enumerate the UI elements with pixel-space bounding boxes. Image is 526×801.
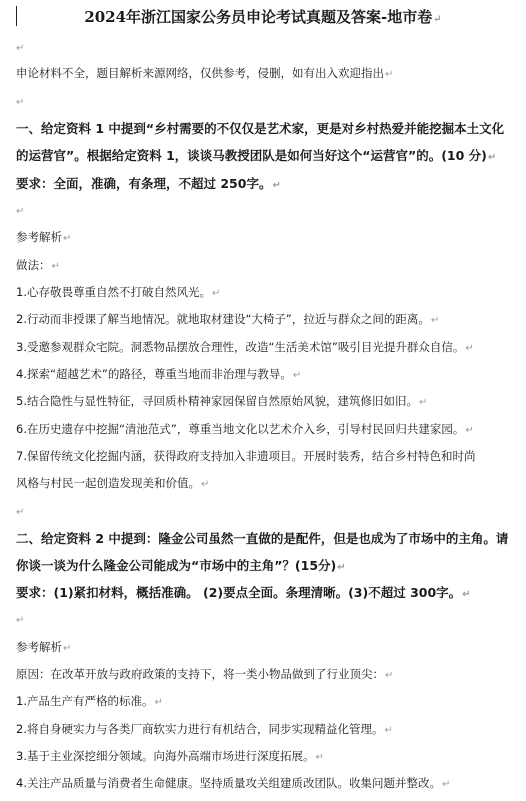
paragraph-mark-icon: ↵ (465, 343, 474, 354)
blank-line (16, 40, 520, 56)
q1-point: 1.心存敬畏尊重自然不打破自然风光。↵ (16, 285, 221, 299)
paragraph-mark-icon: ↵ (337, 562, 346, 573)
paragraph-mark-icon: ↵ (433, 14, 442, 25)
paragraph-mark-icon: ↵ (418, 397, 428, 408)
paragraph-mark-icon: ↵ (16, 97, 25, 108)
paragraph-mark-icon: ↵ (385, 69, 394, 80)
paragraph-mark-icon: ↵ (63, 643, 72, 654)
q1-point: 6.在历史遗存中挖掘“清池范式”，尊重当地文化以艺术介入乡，引导村民回归共建家园。↵ (16, 422, 474, 436)
question-2-line-2: 你谈一谈为什么隆金公司能成为“市场中的主角”？(15分)↵ (16, 558, 346, 573)
q1-point: 2.行动而非授课了解当地情况。就地取材建设“大椅子”，拉近与群众之间的距离。↵ (16, 312, 440, 326)
analysis-label: 参考解析↵ (16, 230, 72, 244)
paragraph-mark-icon: ↵ (315, 752, 324, 763)
paragraph-mark-icon: ↵ (430, 315, 440, 326)
blank-line (16, 94, 520, 110)
q2-point: 4.关注产品质量与消费者生命健康。坚持质量攻关组建质改团队。收集问题并整改。↵ (16, 776, 451, 790)
paragraph-mark-icon: ↵ (384, 725, 393, 736)
question-2-line-1: 二、给定资料 2 中提到：隆金公司虽然一直做的是配件，但是也成为了市场中的主角。请 (16, 531, 509, 546)
paragraph-mark-icon: ↵ (441, 779, 451, 790)
question-2-requirement: 要求：(1)紧扣材料，概括准确。 (2)要点全面。条理清晰。(3)不超过 300字。↵ (16, 585, 471, 600)
q1-point: 3.受邀参观群众宅院。洞悉物品摆放合理性，改造“生活美术馆”吸引目光提升群众自信。↵ (16, 340, 474, 354)
q1-point: 7.保留传统文化挖掘内涵，获得政府支持加入非遗项目。开展时装秀，结合乡村特色和时尚 (16, 449, 476, 463)
q2-point: 2.将自身硬实力与各类厂商软实力进行有机结合，同步实现精益化管理。↵ (16, 722, 393, 736)
blank-line (16, 203, 520, 219)
intro-line: 申论材料不全，题目解析来源网络，仅供参考，侵删，如有出入欢迎指出↵ (16, 66, 394, 80)
question-1-line-2: 的运营官”。根据给定资料 1，谈谈马教授团队是如何当好这个“运营官”的。(10 分)↵ (16, 148, 497, 163)
paragraph-mark-icon: ↵ (465, 425, 474, 436)
paragraph-mark-icon: ↵ (487, 152, 497, 163)
paragraph-mark-icon: ↵ (385, 670, 394, 681)
paragraph-mark-icon: ↵ (462, 589, 471, 600)
q1-point: 4.探索“超越艺术”的路径，尊重当地而非治理与教导。↵ (16, 367, 302, 381)
question-1-requirement: 要求：全面，准确，有条理，不超过 250字。↵ (16, 176, 281, 191)
paragraph-mark-icon: ↵ (154, 697, 163, 708)
paragraph-mark-icon: ↵ (16, 206, 25, 217)
paragraph-mark-icon: ↵ (51, 261, 60, 272)
method-label: 做法：↵ (16, 258, 60, 272)
paragraph-mark-icon: ↵ (292, 370, 302, 381)
q1-point-continued: 风格与村民一起创造发现美和价值。↵ (16, 476, 210, 490)
question-1-line-1: 一、给定资料 1 中提到“乡村需要的不仅仅是艺术家，更是对乡村热爱并能挖掘本土文化 (16, 121, 505, 136)
q2-point: 1.产品生产有严格的标准。↵ (16, 694, 163, 708)
analysis-label: 参考解析↵ (16, 640, 72, 654)
paragraph-mark-icon: ↵ (211, 288, 221, 299)
paragraph-mark-icon: ↵ (16, 615, 25, 626)
blank-line (16, 504, 520, 520)
paragraph-mark-icon: ↵ (16, 507, 25, 518)
paragraph-mark-icon: ↵ (63, 233, 72, 244)
paragraph-mark-icon: ↵ (16, 43, 25, 54)
paragraph-mark-icon: ↵ (201, 479, 210, 490)
document-title: 2024年浙江国家公务员申论考试真题及答案-地市卷↵ (84, 8, 442, 26)
q2-point: 3.基于主业深挖细分领域。向海外高端市场进行深度拓展。↵ (16, 749, 324, 763)
blank-line (16, 612, 520, 628)
paragraph-mark-icon: ↵ (272, 180, 281, 191)
reason-line: 原因：在改革开放与政府政策的支持下，将一类小物品做到了行业顶尖：↵ (16, 667, 394, 681)
q1-point: 5.结合隐性与显性特征，寻回质朴精神家园保留自然原始风貌，建筑修旧如旧。↵ (16, 394, 428, 408)
